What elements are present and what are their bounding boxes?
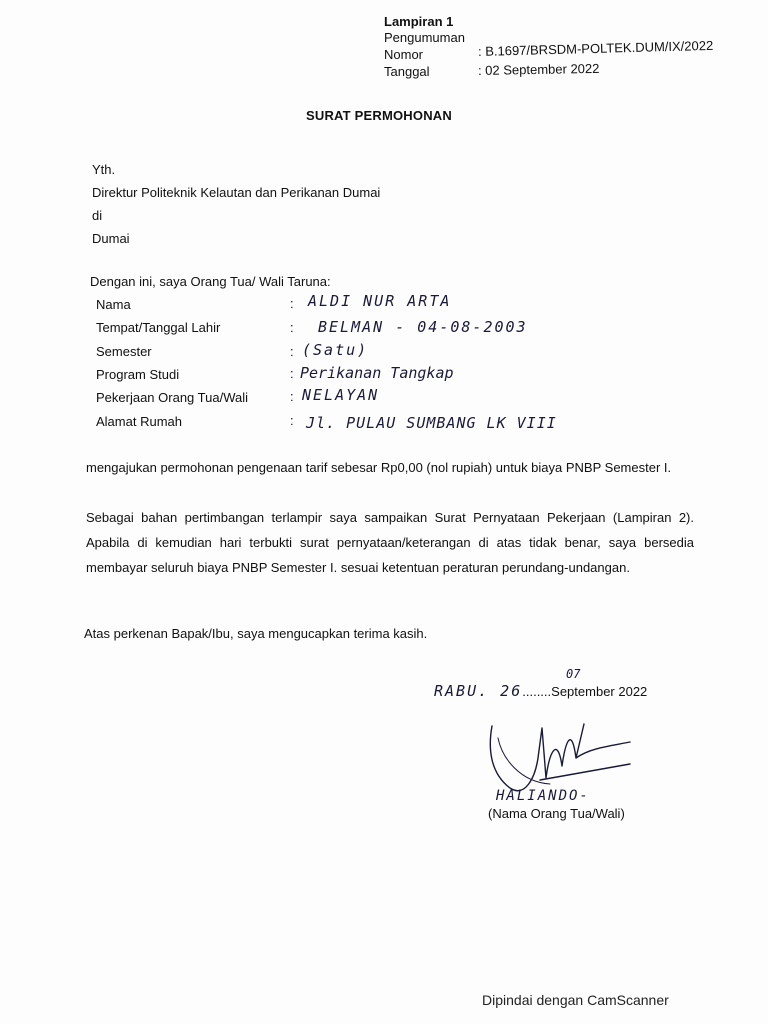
scanner-watermark: Dipindai dengan CamScanner (482, 992, 669, 1008)
field-handwritten-value: BELMAN - 04-08-2003 (318, 318, 528, 336)
address-line-recipient: Direktur Politeknik Kelautan dan Perikanan Dumai (92, 185, 381, 200)
handwritten-month-number: 07 (566, 667, 581, 681)
field-colon: : (290, 344, 294, 359)
field-label: Semester (96, 344, 152, 359)
lampiran-tanggal-label: Tanggal (384, 64, 430, 79)
lampiran-pengumuman-label: Pengumuman (384, 30, 465, 45)
field-colon: : (290, 366, 294, 381)
handwritten-day: RABU. 26 (434, 682, 523, 700)
field-label: Nama (96, 297, 131, 312)
field-handwritten-value: Perikanan Tangkap (300, 364, 454, 382)
document-title: SURAT PERMOHONAN (306, 108, 452, 123)
date-dots: ........ (522, 684, 552, 699)
field-colon: : (290, 296, 294, 311)
field-label: Program Studi (96, 367, 180, 382)
intro-text: Dengan ini, saya Orang Tua/ Wali Taruna: (90, 274, 331, 289)
request-paragraph: mengajukan permohonan pengenaan tarif sebesar Rp0,00 (nol rupiah) untuk biaya PNBP Semester I. (86, 460, 672, 475)
signature-date-line (434, 682, 647, 700)
signature-caption: (Nama Orang Tua/Wali) (488, 806, 625, 821)
field-label: Pekerjaan Orang Tua/Wali (96, 390, 248, 405)
field-label: Tempat/Tanggal Lahir (96, 320, 221, 335)
lampiran-title: Lampiran 1 (384, 14, 454, 29)
field-label: Alamat Rumah (96, 414, 182, 429)
date-month-year: September 2022 (551, 684, 648, 699)
closing-thanks: Atas perkenan Bapak/Ibu, saya mengucapkan terima kasih. (84, 626, 428, 641)
field-handwritten-value: Jl. PULAU SUMBANG LK VIII (306, 414, 557, 432)
field-handwritten-value: (Satu) (302, 341, 369, 359)
address-line-city: Dumai (92, 231, 130, 246)
lampiran-tanggal-value: : 02 September 2022 (477, 60, 600, 78)
field-handwritten-value: ALDI NUR ARTA (308, 292, 452, 310)
handwritten-parent-name: HALIANDO- (496, 788, 590, 804)
address-line-yth: Yth. (92, 162, 116, 177)
field-colon: : (290, 389, 294, 404)
lampiran-nomor-value: : B.1697/BRSDM-POLTEK.DUM/IX/2022 (477, 37, 714, 59)
consideration-paragraph: Sebagai bahan pertimbangan terlampir saya sampaikan Surat Pernyataan Pekerjaan (Lampiran 2). Apabila di kemudian hari terbukti surat pernyataan/keterangan di atas tidak benar, saya bersedia membayar seluruh biaya PNBP Semester I. sesuai ketentuan peraturan perundang-undangan. (86, 510, 694, 575)
field-handwritten-value: NELAYAN (302, 386, 380, 404)
field-colon: : (290, 320, 294, 335)
lampiran-nomor-label: Nomor (384, 47, 424, 62)
address-line-di: di (92, 208, 103, 223)
field-colon: : (290, 413, 294, 428)
